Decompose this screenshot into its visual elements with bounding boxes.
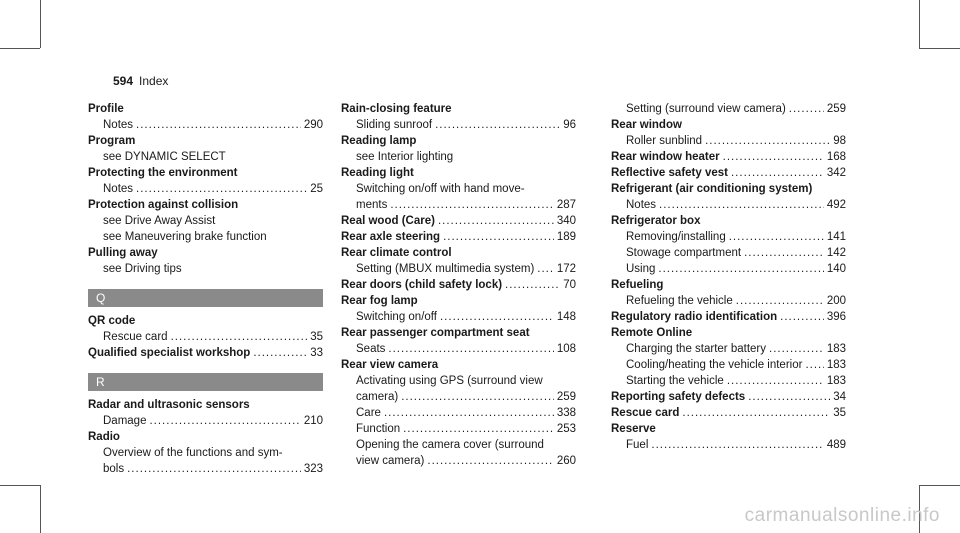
crop-mark bbox=[40, 0, 41, 48]
crop-mark bbox=[0, 485, 40, 486]
entry-heading: Rear passenger compartment seat bbox=[341, 327, 530, 339]
entry-heading: Refrigerant (air conditioning system) bbox=[611, 183, 813, 195]
index-link[interactable]: Care ..... 338 bbox=[341, 405, 576, 421]
index-link[interactable]: Stowage compartment ..... 142 bbox=[611, 245, 846, 261]
index-column-1 bbox=[88, 101, 323, 477]
index-link[interactable]: Notes ..... 492 bbox=[611, 197, 846, 213]
letter-divider-r: R bbox=[88, 373, 323, 391]
entry-heading: Reserve bbox=[611, 423, 656, 435]
crop-mark bbox=[0, 48, 40, 49]
index-link[interactable]: Sliding sunroof ..... 96 bbox=[341, 117, 576, 133]
index-column-3 bbox=[611, 101, 846, 453]
index-link[interactable]: Fuel ..... 489 bbox=[611, 437, 846, 453]
index-link[interactable]: Cooling/heating the vehicle interior ..... 183 bbox=[611, 357, 846, 373]
index-link[interactable]: Reflective safety vest ..... 342 bbox=[611, 165, 846, 181]
entry-heading: Rear fog lamp bbox=[341, 295, 418, 307]
index-link[interactable]: Notes ..... 25 bbox=[88, 181, 323, 197]
index-link[interactable]: Qualified specialist workshop ..... 33 bbox=[88, 345, 323, 361]
entry-text: Switching on/off with hand move- bbox=[356, 183, 525, 195]
index-link[interactable]: Reporting safety defects ..... 34 bbox=[611, 389, 846, 405]
entry-heading: Protection against collision bbox=[88, 199, 239, 211]
entry-heading: Remote Online bbox=[611, 327, 693, 339]
index-link[interactable]: Rear window heater ..... 168 bbox=[611, 149, 846, 165]
index-link[interactable]: view camera) ..... 260 bbox=[341, 453, 576, 469]
see-reference[interactable]: see Drive Away Assist bbox=[103, 215, 216, 227]
index-link[interactable]: Damage ..... 210 bbox=[88, 413, 323, 429]
index-link[interactable]: Switching on/off ..... 148 bbox=[341, 309, 576, 325]
page-header bbox=[113, 74, 168, 88]
entry-heading: Rear climate control bbox=[341, 247, 452, 259]
entry-text: Activating using GPS (surround view bbox=[356, 375, 543, 387]
index-link[interactable]: Starting the vehicle ..... 183 bbox=[611, 373, 846, 389]
entry-heading: Pulling away bbox=[88, 247, 158, 259]
index-link[interactable]: Regulatory radio identification ..... 396 bbox=[611, 309, 846, 325]
index-link[interactable]: Function ..... 253 bbox=[341, 421, 576, 437]
index-link[interactable]: Setting (surround view camera) ..... 259 bbox=[611, 101, 846, 117]
entry-heading: Reading lamp bbox=[341, 135, 417, 147]
entry-heading: Radio bbox=[88, 431, 120, 443]
index-column-2 bbox=[341, 101, 576, 469]
entry-heading: Refueling bbox=[611, 279, 664, 291]
index-link[interactable]: Notes ..... 290 bbox=[88, 117, 323, 133]
entry-heading: Program bbox=[88, 135, 136, 147]
index-link[interactable]: camera) ..... 259 bbox=[341, 389, 576, 405]
index-link[interactable]: bols ..... 323 bbox=[88, 461, 323, 477]
crop-mark bbox=[919, 48, 960, 49]
entry-heading: Reading light bbox=[341, 167, 414, 179]
crop-mark bbox=[919, 0, 920, 48]
entry-heading: Radar and ultrasonic sensors bbox=[88, 399, 250, 411]
index-link[interactable]: Rear doors (child safety lock) ..... 70 bbox=[341, 277, 576, 293]
index-link[interactable]: Rescue card ..... 35 bbox=[88, 329, 323, 345]
watermark: carmanualsonline.info bbox=[744, 505, 940, 526]
entry-heading: Rear window bbox=[611, 119, 682, 131]
see-reference[interactable]: see Driving tips bbox=[103, 263, 182, 275]
index-link[interactable]: Rear axle steering ..... 189 bbox=[341, 229, 576, 245]
index-link[interactable]: Roller sunblind ..... 98 bbox=[611, 133, 846, 149]
index-link[interactable]: Using ..... 140 bbox=[611, 261, 846, 277]
page-title: Index bbox=[139, 74, 169, 88]
index-link[interactable]: Charging the starter battery ..... 183 bbox=[611, 341, 846, 357]
crop-mark bbox=[40, 485, 41, 533]
see-reference[interactable]: see Maneuvering brake function bbox=[103, 231, 267, 243]
entry-heading: QR code bbox=[88, 315, 136, 327]
index-link[interactable]: ments ..... 287 bbox=[341, 197, 576, 213]
entry-heading: Protecting the environment bbox=[88, 167, 238, 179]
see-reference[interactable]: see Interior lighting bbox=[356, 151, 454, 163]
index-link[interactable]: Real wood (Care) ..... 340 bbox=[341, 213, 576, 229]
entry-heading: Refrigerator box bbox=[611, 215, 701, 227]
index-link[interactable]: Refueling the vehicle ..... 200 bbox=[611, 293, 846, 309]
see-reference[interactable]: see DYNAMIC SELECT bbox=[103, 151, 226, 163]
entry-text: Overview of the functions and sym- bbox=[103, 447, 283, 459]
letter-divider-q: Q bbox=[88, 289, 323, 307]
index-link[interactable]: Setting (MBUX multimedia system) ..... 172 bbox=[341, 261, 576, 277]
index-link[interactable]: Removing/installing ..... 141 bbox=[611, 229, 846, 245]
index-link[interactable]: Rescue card ..... 35 bbox=[611, 405, 846, 421]
entry-heading: Rain-closing feature bbox=[341, 103, 452, 115]
crop-mark bbox=[919, 485, 960, 486]
index-link[interactable]: Seats ..... 108 bbox=[341, 341, 576, 357]
entry-heading: Rear view camera bbox=[341, 359, 439, 371]
entry-text: Opening the camera cover (surround bbox=[356, 439, 544, 451]
entry-heading: Profile bbox=[88, 103, 124, 115]
page-number: 594 bbox=[113, 74, 134, 88]
